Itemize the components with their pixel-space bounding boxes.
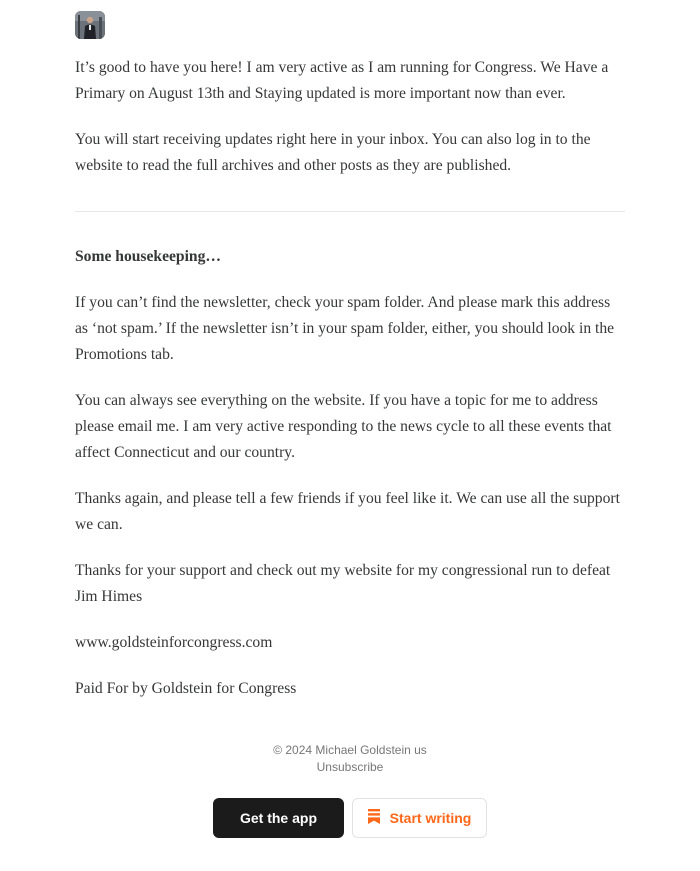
spam-paragraph: If you can’t find the newsletter, check your spam folder. And please mark this address as ‘not spam.’ If the newsletter isn’t in your spam folder, either, you should look in the Promotions tab. [75,294,615,363]
website-paragraph: You can always see everything on the website. If you have a topic for me to address please email me. I am very active responding to the news cycle to all these events that affect Connecticut and our country. [75,392,612,461]
bookmark-icon [368,809,380,827]
get-the-app-button[interactable] [213,798,344,838]
support-paragraph: Thanks for your support and check out my website for my congressional run to defeat Jim Himes [75,562,611,605]
get-the-app-label: Get the app [239,810,317,826]
thanks-paragraph: Thanks again, and please tell a few friends if you feel like it. We can use all the support we can. [75,490,620,533]
housekeeping-heading: Some housekeeping… [75,248,221,265]
start-writing-button[interactable] [352,798,487,838]
divider [75,211,625,212]
author-avatar[interactable] [75,11,105,39]
start-writing-label: Start writing [389,810,472,826]
unsubscribe-link[interactable]: Unsubscribe [316,760,384,774]
intro-paragraph-1: It’s good to have you here! I am very active as I am running for Congress. We Have a Primary on August 13th and Staying updated is more important now than ever. [75,59,609,102]
intro-paragraph-2: You will start receiving updates right here in your inbox. You can also log in to the website to read the full archives and other posts as they are published. [75,131,591,174]
website-url: www.goldsteinforcongress.com [75,634,273,651]
copyright-text: © 2024 Michael Goldstein us [273,743,427,757]
paid-for-disclaimer: Paid For by Goldstein for Congress [75,680,297,697]
